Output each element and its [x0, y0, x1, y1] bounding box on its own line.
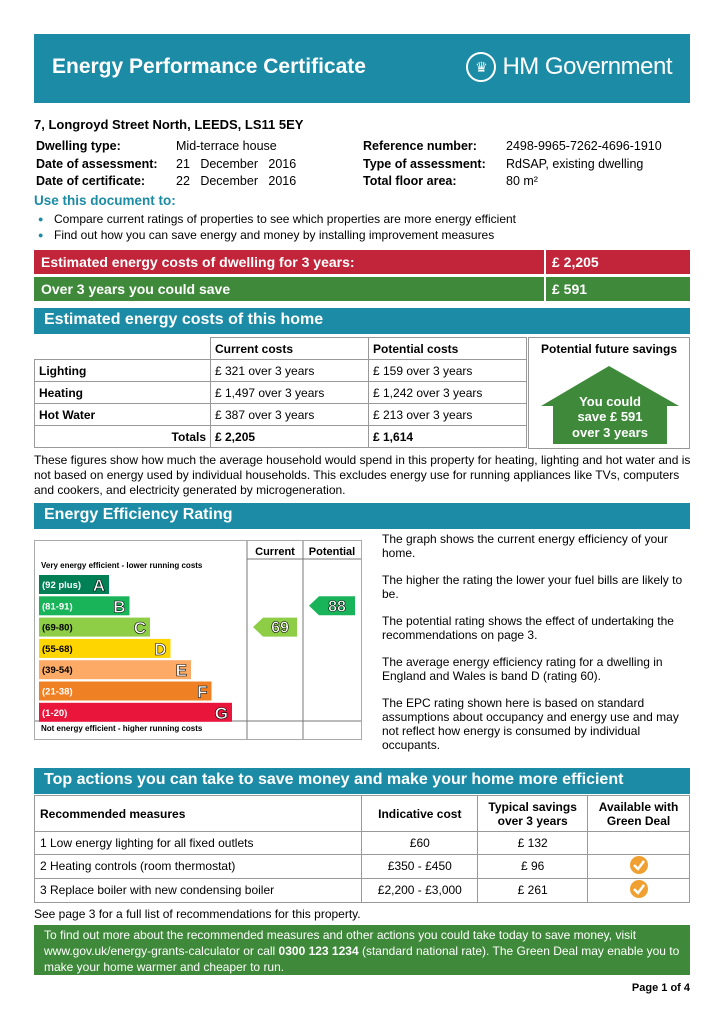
- band-g: [39, 703, 232, 722]
- eer-chart: [34, 540, 362, 740]
- detail-label: Dwelling type:: [36, 139, 121, 153]
- property-address: 7, Longroyd Street North, LEEDS, LS11 5EY: [34, 117, 304, 132]
- check-icon: [629, 855, 649, 875]
- col-potential: Potential costs: [369, 338, 527, 360]
- actions-section-title: Top actions you can take to save money and make your home more efficient: [34, 768, 690, 794]
- detail-value: Mid-terrace house: [176, 139, 277, 153]
- details-right: [363, 138, 662, 191]
- cost-cell: £ 1,242 over 3 years: [369, 382, 527, 404]
- band-range-label: (55-68): [42, 643, 73, 655]
- savings-cell: £ 261: [478, 878, 588, 902]
- royal-crest-icon: ♛: [466, 52, 496, 82]
- green-deal-footer: [34, 925, 690, 975]
- house-arrow-icon: [529, 360, 691, 450]
- detail-value: 2498-9965-7262-4696-1910: [506, 139, 662, 153]
- bottom-efficiency-label: Not energy efficient - higher running costs: [41, 724, 203, 733]
- cost-cell: £ 387 over 3 years: [211, 404, 369, 426]
- cost-cell: £350 - £450: [362, 854, 478, 878]
- costs-table: [34, 337, 527, 448]
- rating-arrows: [253, 596, 355, 636]
- band-letter: A: [92, 576, 105, 595]
- detail-label: Date of certificate:: [36, 174, 146, 188]
- row-label: Hot Water: [35, 404, 211, 426]
- save-band: [34, 277, 690, 301]
- band-range-label: (21-38): [42, 686, 73, 698]
- savings-cell: £ 132: [478, 832, 588, 855]
- table-row: [35, 832, 690, 855]
- empty-cell: [35, 338, 211, 360]
- col-measures: Recommended measures: [35, 796, 362, 832]
- page-title: Energy Performance Certificate: [52, 55, 366, 78]
- footer-phone: 0300 123 1234: [278, 944, 359, 958]
- cost-band-label: Estimated energy costs of dwelling for 3 years:: [34, 250, 544, 274]
- band-letter: E: [175, 661, 187, 681]
- col-green-deal: Available with Green Deal: [588, 796, 690, 832]
- actions-table: [34, 795, 690, 903]
- detail-label: Total floor area:: [363, 174, 457, 188]
- band-letter: D: [154, 639, 167, 659]
- eer-svg: [35, 541, 361, 739]
- page-number: Page 1 of 4: [631, 982, 690, 994]
- see-page-note: See page 3 for a full list of recommendations for this property.: [34, 907, 361, 921]
- detail-value: RdSAP, existing dwelling: [506, 156, 644, 171]
- detail-label: Date of assessment:: [36, 156, 158, 171]
- details-left: [36, 138, 296, 191]
- col-current-label: Current: [255, 546, 295, 558]
- band-range-label: (39-54): [42, 665, 73, 677]
- savings-line-2: save £ 591: [577, 409, 643, 424]
- detail-label: Reference number:: [363, 139, 477, 153]
- band-range-label: (92 plus): [42, 580, 82, 591]
- future-savings-box: [528, 337, 690, 449]
- col-savings: Typical savings over 3 years: [478, 796, 588, 832]
- hm-government-logo: [466, 52, 672, 82]
- table-row: [35, 854, 690, 878]
- cost-band-value: £ 2,205: [546, 250, 690, 274]
- band-letter: C: [133, 618, 146, 638]
- green-deal-cell: [588, 878, 690, 902]
- detail-value: 80 m²: [506, 174, 538, 188]
- cost-cell: £60: [362, 832, 478, 855]
- costs-section-title: Estimated energy costs of this home: [34, 308, 690, 334]
- costs-note: These figures show how much the average household would spend in this property for heating, lighting and hot water and is not based on energy used by individual households. This excludes energy use for running appliances like TVs, computers and cookers, and electricity generated by microgeneration.: [34, 453, 691, 497]
- band-letter: F: [197, 682, 208, 702]
- eer-paragraph: The potential rating shows the effect of undertaking the recommendations on page 3.: [382, 614, 674, 642]
- save-band-value: £ 591: [546, 277, 690, 301]
- eer-paragraph: The graph shows the current energy efficiency of your home.: [382, 532, 668, 560]
- use-document-title: Use this document to:: [34, 193, 176, 208]
- green-deal-cell: [588, 854, 690, 878]
- cost-cell: £2,200 - £3,000: [362, 878, 478, 902]
- use-bullets: [38, 212, 516, 243]
- band-letter: G: [214, 703, 228, 723]
- future-savings-header: Potential future savings: [540, 342, 678, 356]
- government-name: HM Government: [502, 53, 672, 80]
- row-label: Heating: [35, 382, 211, 404]
- row-label: Lighting: [35, 360, 211, 382]
- detail-label: Type of assessment:: [363, 156, 486, 171]
- cost-cell: £ 213 over 3 years: [369, 404, 527, 426]
- band-range-label: (69-80): [42, 622, 73, 634]
- col-potential-label: Potential: [308, 546, 356, 558]
- green-deal-cell: [588, 832, 690, 855]
- band-range-label: (1-20): [42, 707, 68, 719]
- measure-cell: 3 Replace boiler with new condensing boiler: [35, 878, 362, 902]
- table-row: [35, 878, 690, 902]
- detail-value: 22 December 2016: [176, 174, 297, 188]
- eer-paragraph: The higher the rating the lower your fuel bills are likely to be.: [382, 573, 683, 601]
- detail-value: 21 December 2016: [176, 156, 297, 171]
- current-rating-arrow: [253, 618, 297, 637]
- savings-line-1: You could: [579, 394, 641, 409]
- totals-potential: £ 1,614: [369, 426, 527, 448]
- totals-label: Totals: [35, 426, 211, 448]
- cost-band: [34, 250, 690, 274]
- svg-text:88: 88: [328, 598, 346, 616]
- cost-cell: £ 1,497 over 3 years: [211, 382, 369, 404]
- measure-cell: 1 Low energy lighting for all fixed outlets: [35, 832, 362, 855]
- measure-cell: 2 Heating controls (room thermostat): [35, 854, 362, 878]
- save-band-label: Over 3 years you could save: [34, 277, 544, 301]
- cost-cell: £ 321 over 3 years: [211, 360, 369, 382]
- eer-section-title: Energy Efficiency Rating: [34, 503, 690, 529]
- header-banner: [34, 34, 690, 103]
- savings-line-3: over 3 years: [572, 425, 648, 440]
- rating-bands: [39, 575, 232, 723]
- footer-text-b: (standard national rate). The Green Deal may enable you to make your home warmer and cheaper to run.: [44, 944, 680, 974]
- col-current: Current costs: [211, 338, 369, 360]
- footer-text-a: To find out more about the recommended measures and other actions you could take today to save money, visit www.gov.uk/energy-grants-calculator or call: [44, 928, 637, 958]
- totals-current: £ 2,205: [211, 426, 369, 448]
- bullet-item: ● Compare current ratings of properties to see which properties are more energy efficient: [38, 212, 516, 228]
- band-range-label: (81-91): [42, 601, 73, 613]
- col-cost: Indicative cost: [362, 796, 478, 832]
- eer-paragraph: The average energy efficiency rating for a dwelling in England and Wales is band D (rating 60).: [382, 655, 663, 683]
- potential-rating-arrow: [309, 596, 355, 615]
- eer-explanation: [382, 532, 692, 765]
- check-icon: [629, 879, 649, 899]
- eer-paragraph: The EPC rating shown here is based on standard assumptions about occupancy and energy use and may not reflect how energy is consumed by individual occupants.: [382, 696, 679, 752]
- cost-cell: £ 159 over 3 years: [369, 360, 527, 382]
- bullet-item: ● Find out how you can save energy and money by installing improvement measures: [38, 228, 516, 244]
- svg-text:69: 69: [271, 619, 289, 637]
- top-efficiency-label: Very energy efficient - lower running costs: [41, 561, 203, 570]
- band-letter: B: [113, 597, 126, 617]
- savings-cell: £ 96: [478, 854, 588, 878]
